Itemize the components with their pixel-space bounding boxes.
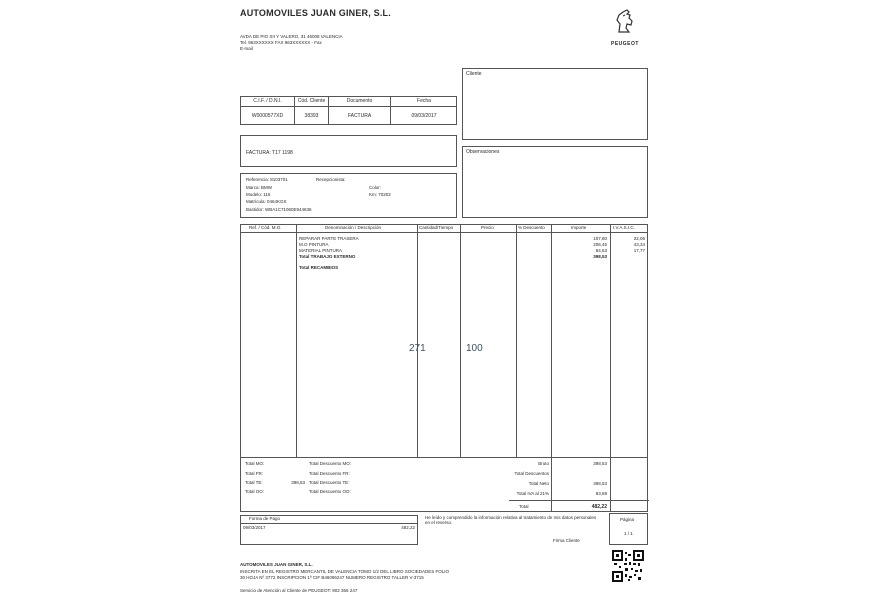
- page-label: Página: [620, 517, 635, 522]
- payment-amount: 482,22: [401, 525, 415, 530]
- invoice-number: FACTURA: T17 1198: [246, 150, 293, 156]
- header-value-date: 09/03/2017: [411, 113, 437, 119]
- totals-area: [240, 457, 648, 512]
- client-label: Cliente: [466, 71, 482, 77]
- header-table: [240, 96, 457, 125]
- qr-code-icon: [612, 550, 644, 582]
- col-header-discount: % Descuento: [518, 225, 545, 230]
- grand-total-value: 482,22: [591, 504, 607, 510]
- vehicle-vin: Bastidor: WBA1C71060E944636: [246, 207, 312, 212]
- line-item-vat: 43,34: [633, 242, 645, 247]
- total-value: 398,53: [291, 480, 305, 485]
- line-item-description: MATERIAL PINTURA: [299, 248, 343, 253]
- footer-service: Servicio de Atención al Cliente de PEUGEOT: 902 366 247: [240, 588, 358, 593]
- payment-date: 09/03/2017: [243, 525, 266, 530]
- col-header-price: Precio: [481, 225, 494, 230]
- footer-company: AUTOMOVILES JUAN GINER, S.L.: [240, 562, 313, 567]
- line-item-vat: 22,06: [633, 236, 645, 241]
- client-box: [462, 68, 648, 140]
- grand-total-label: Total: [519, 504, 529, 509]
- summary-label: Total Neto: [528, 481, 549, 486]
- col-header-ref: Ref. / Cód. M.O.: [249, 225, 282, 230]
- summary-label: Bruto: [538, 461, 549, 466]
- summary-label: Total Descuentos: [514, 471, 549, 476]
- col-header-quantity: Cantidad/Tiempo: [419, 225, 454, 230]
- grand-total-row: [509, 500, 649, 513]
- invoice-box: [240, 135, 457, 167]
- vehicle-color: Color:: [369, 185, 382, 190]
- summary-value: 398,53: [593, 481, 607, 486]
- line-item-description: M.O PINTURA: [299, 242, 329, 247]
- col-header-vat: I.V.A.S.I.C.: [613, 225, 635, 230]
- header-value-client-code: 38393: [295, 107, 329, 125]
- peugeot-logo: PEUGEOT: [605, 6, 645, 47]
- line-item-vat: 17,77: [633, 248, 645, 253]
- line-items-table: [240, 224, 648, 458]
- line-item-subtotal-label: Total RECAMBIOS: [299, 265, 339, 270]
- vehicle-make: Marca: BMW: [246, 185, 273, 190]
- company-address: AVDA DE PIO XII Y VALERO, 31 46008 VALENCIA: [240, 34, 343, 39]
- vehicle-receptionist: Recepcionista:: [316, 177, 346, 182]
- lion-icon: [605, 6, 645, 36]
- line-item-amount: 84,63: [595, 248, 607, 253]
- total-label: Total TE:: [245, 480, 263, 485]
- company-email: E-mail: [240, 46, 253, 51]
- payment-header: Forma de Pago: [249, 516, 281, 521]
- vehicle-km: Km: 70202: [369, 192, 391, 197]
- line-item-amount: 107,80: [593, 236, 607, 241]
- company-name: AUTOMOVILES JUAN GINER, S.L.: [240, 8, 391, 18]
- observations-box: [462, 146, 648, 218]
- company-phone: Tel. 963XXXXXX FAX 963XXXXXX - Fax: [240, 40, 322, 45]
- total-label: Total MO:: [245, 461, 265, 466]
- vehicle-box: [240, 173, 457, 218]
- line-item-amount: 206,45: [593, 242, 607, 247]
- total-label: Total FR:: [245, 471, 264, 476]
- discount-label: Total Descuento TE:: [309, 480, 350, 485]
- privacy-notice: He leído y comprendido la información relativa al tratamiento de mis datos personales en el reverso.: [425, 515, 597, 525]
- header-label-document: Documento: [329, 97, 391, 107]
- discount-label: Total Descuento MO:: [309, 461, 352, 466]
- header-label-cif: C.I.F. / D.N.I.: [241, 97, 295, 107]
- summary-value: 83,69: [595, 491, 607, 496]
- summary-label: Total IVA al 21%: [516, 491, 549, 496]
- footer-registry-line1: INSCRITA EN EL REGISTRO MERCANTIL DE VALENCIA TOMO 1/2 DEL LIBRO SOCIEDADES FOLIO: [240, 569, 449, 574]
- line-item-description: REPARAR PARTE TRASERA: [299, 236, 359, 241]
- header-label-client-code: Cód. Cliente: [295, 97, 329, 107]
- header-value-cif: W0000577XD: [241, 107, 295, 125]
- summary-value: 398,53: [593, 461, 607, 466]
- col-header-description: Denominación / Descripción: [325, 225, 382, 230]
- col-header-amount: Importe: [571, 225, 587, 230]
- line-items-body: [241, 236, 647, 296]
- total-label: Total OO:: [245, 489, 265, 494]
- discount-label: Total Descuento FR:: [309, 471, 350, 476]
- discount-label: Total Descuento OO:: [309, 489, 351, 494]
- line-item-subtotal-label: Total TRABAJO EXTERNO: [299, 254, 356, 259]
- header-label-date: Fecha: [417, 98, 431, 104]
- payment-box: [240, 515, 418, 545]
- overlay-value: 100: [466, 343, 483, 354]
- header-value-document: FACTURA: [329, 107, 391, 125]
- signature-label: Firma Cliente: [553, 538, 580, 543]
- line-item-subtotal-amount: 398,53: [593, 254, 607, 259]
- page-box: [609, 513, 648, 545]
- vehicle-reference: Referencia: 8103701: [246, 177, 288, 182]
- vehicle-model: Modelo: 116: [246, 192, 271, 197]
- footer-registry-line2: 30 HOJA Nº 3772 INSCRIPCION 1ª CIF B46096247 NUMERO REGISTRO TALLER V-3715: [240, 575, 424, 580]
- observations-label: Observaciones: [466, 149, 500, 155]
- vehicle-plate: Matrícula: 0464KGS: [246, 199, 287, 204]
- page-value: 1 / 1: [624, 531, 633, 536]
- overlay-value: 271: [409, 343, 426, 354]
